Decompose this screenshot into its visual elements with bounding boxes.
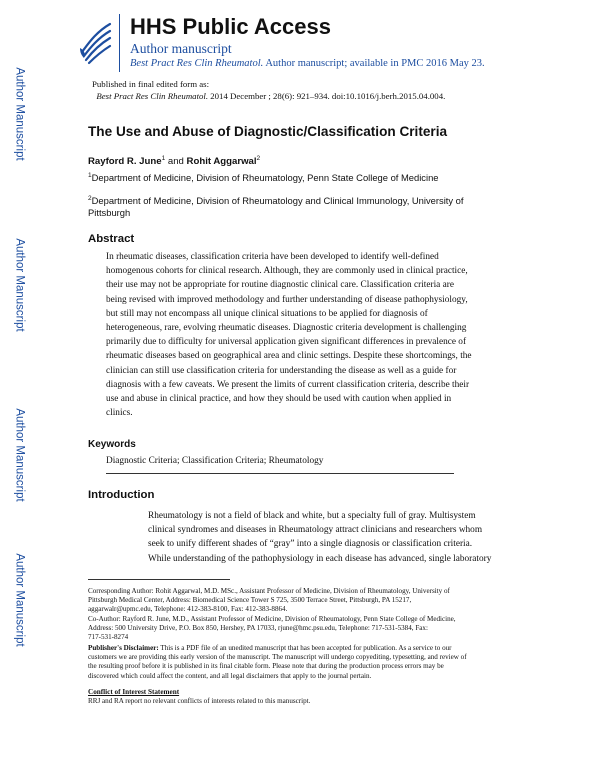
affiliation-marker: 2 bbox=[256, 155, 261, 162]
citation-line bbox=[92, 90, 445, 102]
footnote-line: Corresponding Author: Rohit Aggarwal, M.D. MSc., Assistant Professor of Medicine, Division of Rheumatology, University of bbox=[88, 587, 450, 595]
availability-text: Author manuscript; available in PMC 2016 May 23. bbox=[263, 58, 485, 69]
keywords-divider bbox=[106, 473, 454, 474]
affiliation-text: Department of Medicine, Division of Rheumatology, Penn State College of Medicine bbox=[91, 172, 439, 184]
keywords-heading: Keywords bbox=[88, 439, 136, 450]
footnote-line: discovered which could affect the content, and all legal disclaimers that apply to the journal pertain. bbox=[88, 671, 372, 680]
abstract-line: clinician can still use classification criteria for understanding the disease as well as a guide for bbox=[106, 365, 457, 376]
footnote-divider bbox=[88, 579, 230, 580]
footnote-line: Pittsburgh Medical Center, Address: Biomedical Science Tower S 725, 3500 Terrace Street, Pittsburgh, PA 15217, bbox=[88, 596, 412, 605]
affiliation-2 bbox=[88, 193, 508, 219]
footnote-line: aggarwalr@upmc.edu, Telephone: 412-383-8100, Fax: 412-383-8864. bbox=[88, 605, 288, 614]
citation-details: 2014 December ; 28(6): 921–934. doi:10.1016/j.berh.2015.04.004. bbox=[208, 91, 446, 101]
author-manuscript-label: Author manuscript bbox=[130, 41, 232, 56]
sidebar-label-3: Author Manuscript bbox=[14, 408, 27, 502]
footnote-line: the resulting proof before it is published in its final citable form. Please note that during the production process errors may be bbox=[88, 662, 444, 671]
disclaimer-label: Publisher's Disclaimer: bbox=[88, 644, 159, 652]
coauthor-note bbox=[88, 615, 456, 643]
disclaimer-text: This is a PDF file of an unedited manuscript that has been accepted for publication. As a service to our bbox=[158, 644, 452, 652]
introduction-line: While understanding of the pathophysiology in each disease has advanced, single laboratory bbox=[148, 553, 492, 564]
hhs-title: HHS Public Access bbox=[130, 14, 331, 39]
article-title: The Use and Abuse of Diagnostic/Classification Criteria bbox=[88, 124, 448, 139]
footnote-line: customers we are providing this early version of the manuscript. The manuscript will undergo copyediting, typesetting, and review of bbox=[88, 653, 467, 662]
publication-info bbox=[92, 78, 445, 102]
abstract-heading: Abstract bbox=[88, 233, 135, 245]
abstract-body bbox=[106, 250, 472, 420]
citation-journal: Best Pract Res Clin Rheumatol. bbox=[96, 91, 209, 101]
sidebar-label-1: Author Manuscript bbox=[14, 67, 27, 161]
footnote-line bbox=[88, 644, 467, 653]
journal-availability-line bbox=[130, 58, 485, 69]
affiliation-marker: 2 bbox=[88, 195, 92, 202]
conflict-of-interest-heading: Conflict of Interest Statement bbox=[88, 688, 180, 696]
abstract-line: In rheumatic diseases, classification criteria have been developed to identify well-defined bbox=[106, 252, 439, 262]
affiliation-1 bbox=[88, 170, 508, 184]
author-name: Rayford R. June bbox=[88, 156, 162, 168]
publisher-disclaimer bbox=[88, 644, 467, 681]
header-divider bbox=[119, 14, 120, 72]
published-label: Published in final edited form as: bbox=[92, 79, 210, 89]
affiliation-marker: 1 bbox=[88, 172, 92, 179]
introduction-heading: Introduction bbox=[88, 489, 155, 501]
introduction-body bbox=[148, 509, 491, 566]
abstract-line: being revised with improved methodology and further understanding of disease pathophysiology, bbox=[106, 294, 468, 305]
journal-name: Best Pract Res Clin Rheumatol. bbox=[130, 58, 264, 69]
introduction-line: clinical syndromes and diseases in Rheumatology attract clinicians and researchers whom bbox=[148, 525, 483, 536]
introduction-line: seek to unify different shades of “gray” into a single diagnosis or classification criteria. bbox=[148, 539, 473, 550]
abstract-line: their use may not be appropriate for routine diagnostic clinical care. Classification criteria are bbox=[106, 280, 454, 291]
affiliation-text: Department of Medicine, Division of Rheumatology and Clinical Immunology, University of Pittsburgh bbox=[88, 195, 464, 219]
conflict-of-interest-text: RRJ and RA report no relevant conflicts of interests related to this manuscript. bbox=[88, 697, 311, 705]
abstract-line: primarily due to difficulty for universal application given significant differences in prevalence of bbox=[106, 337, 467, 348]
hhs-eagle-logo-icon bbox=[76, 18, 116, 66]
abstract-line: clinics. bbox=[106, 408, 133, 419]
corresponding-author-note bbox=[88, 587, 450, 615]
author-list bbox=[88, 155, 260, 167]
sidebar-label-2: Author Manuscript bbox=[14, 238, 27, 332]
keywords-list: Diagnostic Criteria; Classification Criteria; Rheumatology bbox=[106, 456, 324, 466]
footnote-line: Co-Author: Rayford R. June, M.D., Assistant Professor of Medicine, Division of Rheumatology, Penn State College of Medicine, bbox=[88, 615, 456, 623]
abstract-line: heterogeneous, rare, evolving rheumatic diseases. Diagnostic criteria development is challenging bbox=[106, 323, 467, 334]
author-name: Rohit Aggarwal bbox=[186, 156, 257, 168]
footnote-line: Address: 500 University Drive, P.O. Box 850, Hershey, PA 17033, rjune@hmc.psu.edu, Telephone: 717-531-5384, Fax: bbox=[88, 624, 428, 633]
affiliation-marker: 1 bbox=[161, 155, 166, 162]
sidebar-label-4: Author Manuscript bbox=[14, 553, 27, 647]
author-conjunction: and bbox=[165, 156, 187, 168]
abstract-line: rheumatic diseases based on geographical area and clinic settings. Despite these shortcomings, the bbox=[106, 351, 472, 362]
abstract-line: diagnosis with a few caveats. We present the limits of current classification criteria, describe their bbox=[106, 379, 470, 390]
abstract-line: but still may not encompass all unique clinical situations to be applied for diagnosis of bbox=[106, 308, 428, 319]
abstract-line: homogenous cohorts for clinical research. Although, they are commonly used in clinical practice, bbox=[106, 266, 468, 277]
introduction-line: Rheumatology is not a field of black and white, but a specialty full of gray. Multisystem bbox=[148, 511, 476, 521]
footnote-line: 717-531-8274 bbox=[88, 633, 129, 642]
abstract-line: use and abuse in clinical practice, and how they should be used with caution when applied in bbox=[106, 394, 452, 405]
